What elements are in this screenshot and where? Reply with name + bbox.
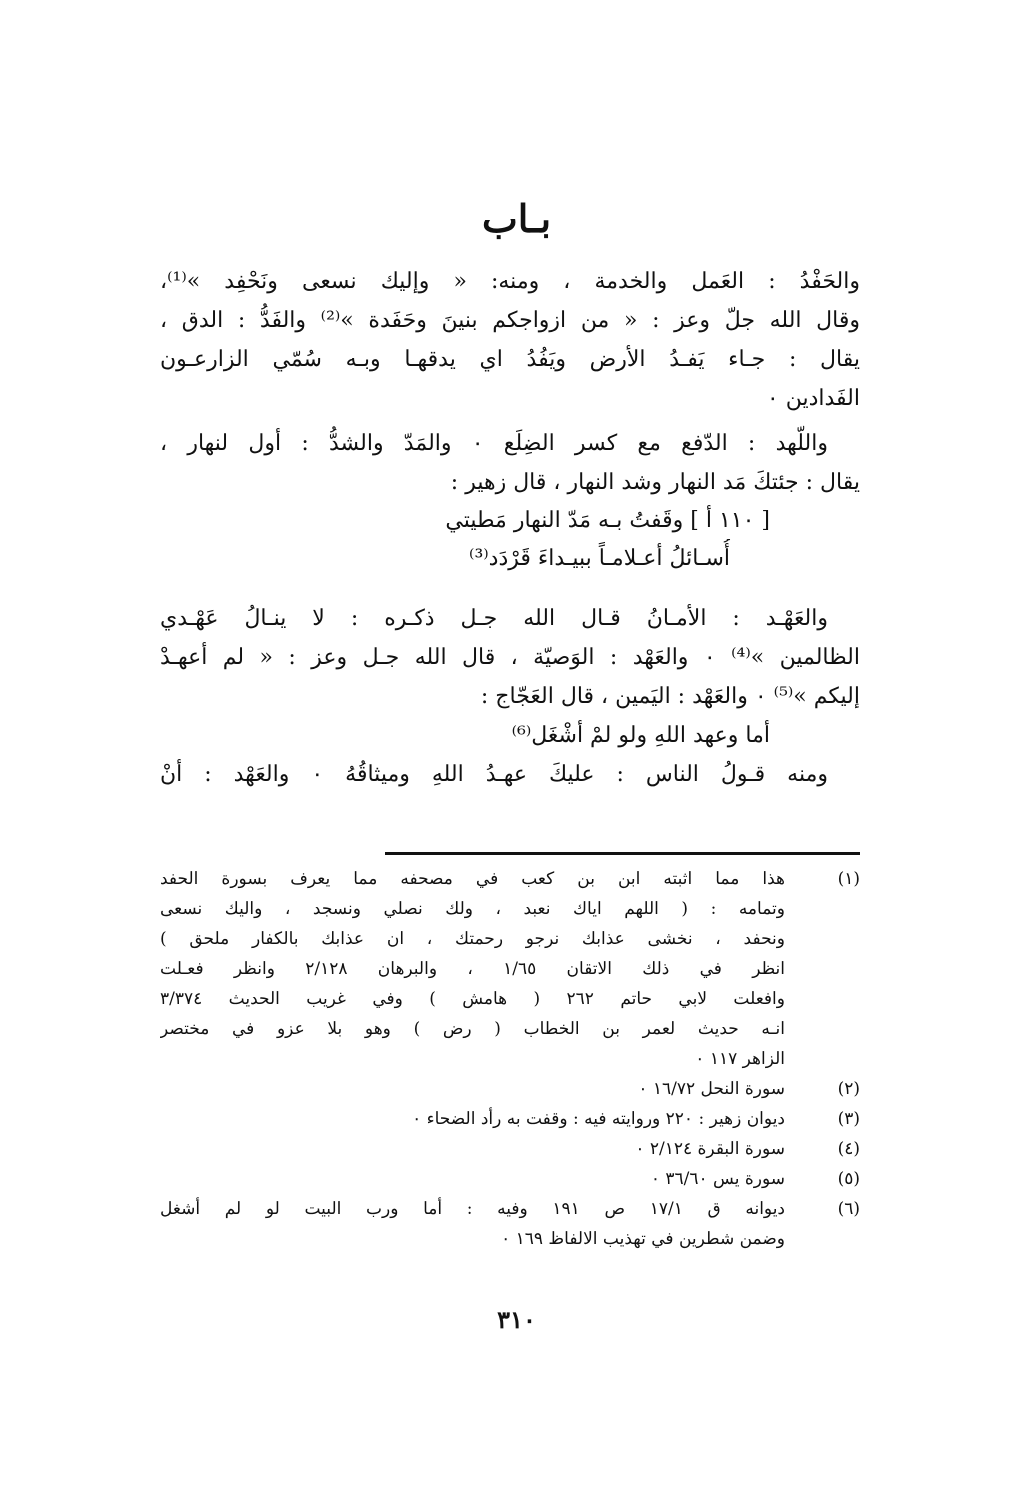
footnote-line: ونحفد ، نخشى عذابك نرجو رحمتك ، ان عذابك بالكفار ملحق ) bbox=[160, 929, 785, 949]
text-line: ومنه قـولُ الناس : عليكَ عهـدُ اللهِ وميثاقُهُ ٠ والعَهْد : أنْ bbox=[160, 762, 829, 787]
footnote-number: (٦) bbox=[837, 1199, 860, 1219]
footnote-body bbox=[160, 1194, 785, 1254]
footnote-number: (٣) bbox=[837, 1109, 860, 1129]
footnote bbox=[160, 1104, 860, 1134]
footnote bbox=[160, 1074, 860, 1104]
footnote-line: سورة النحل ١٦/٧٢ ٠ bbox=[638, 1079, 785, 1099]
footnote-body bbox=[160, 1134, 785, 1164]
footnote-body bbox=[160, 864, 785, 1074]
footnote-body bbox=[160, 1104, 785, 1134]
footnote-line: هذا مما اثبته ابن بن كعب في مصحفه مما يعرف بسورة الحفد bbox=[160, 869, 785, 889]
verse-line: أما وعهد اللهِ ولو لمْ أشْغَل⁽⁶⁾ bbox=[511, 723, 770, 748]
footnote-number: (١) bbox=[837, 869, 860, 889]
text-line: والحَفْدُ : العَمل والخدمة ، ومنه: « وإليك نسعى ونَحْفِد »⁽¹⁾، bbox=[160, 269, 860, 294]
footnote-line: سورة يس ٣٦/٦٠ ٠ bbox=[650, 1169, 785, 1189]
footnote bbox=[160, 1134, 860, 1164]
text-line: يقال : جئتكَ مَد النهار وشد النهار ، قال زهير : bbox=[450, 470, 860, 495]
section-heading: بـاب bbox=[481, 196, 552, 241]
footnote-line: وافعلت لابي حاتم ٢٦٢ ( هامش ) وفي غريب الحديث ٣/٣٧٤ bbox=[160, 989, 785, 1009]
footnote-body bbox=[160, 1074, 785, 1104]
verse-line: أُسـائلُ أعـلامـاً ببيـداءَ قَرْدَد⁽³⁾ bbox=[469, 546, 730, 571]
text-line: واللّهد : الدّفع مع كسر الضِلَع ٠ والمَدّ والشدُّ : أول لنهار ، bbox=[160, 431, 828, 456]
page-number: ٣١٠ bbox=[497, 1305, 536, 1334]
footnote-line: الزاهر ١١٧ ٠ bbox=[695, 1049, 785, 1069]
footnote-body bbox=[160, 1164, 785, 1194]
verse-line: [ ١١٠ أ ] وقَفتُ بـه مَدّ النهار مَطيتي bbox=[445, 508, 770, 533]
text-line: وقال الله جلّ وعز : « من ازواجكم بنينَ وحَفَدة »⁽²⁾ والفَدُّ : الدق ، bbox=[160, 308, 860, 333]
footnote-number: (٤) bbox=[837, 1139, 860, 1159]
text-line: إليكم »⁽⁵⁾ ٠ والعَهْد : اليَمين ، قال العَجّاج : bbox=[480, 684, 860, 709]
text-line: الفَدادين ٠ bbox=[766, 386, 860, 411]
footnote-number: (٢) bbox=[837, 1079, 860, 1099]
text-line: يقال : جـاء يَفـدُ الأرض ويَفُدُ اي يدقهـا وبـه سُمّي الزارعـون bbox=[160, 347, 860, 372]
footnote-number: (٥) bbox=[837, 1169, 860, 1189]
footnote-line: انـه حديث لعمر بن الخطاب ( رض ) وهو بلا عزو في مختصر bbox=[160, 1019, 785, 1039]
text-line: الظالمين »⁽⁴⁾ ٠ والعَهْد : الوَصيّة ، قال الله جـل وعز : « لم أعهـدْ bbox=[160, 645, 860, 670]
footnote bbox=[160, 1194, 860, 1254]
footnote-line: ديوان زهير : ٢٢٠ وروايته فيه : وقفت به رأد الضحاء ٠ bbox=[412, 1109, 785, 1129]
main-text bbox=[160, 262, 860, 794]
footnote bbox=[160, 1164, 860, 1194]
footnote-separator bbox=[385, 852, 860, 855]
footnote-line: وضمن شطرين في تهذيب الالفاظ ١٦٩ ٠ bbox=[501, 1229, 785, 1249]
footnote-line: انظر في ذلك الاتقان ١/٦٥ ، والبرهان ٢/١٢٨ وانظر فعـلت bbox=[160, 959, 785, 979]
footnote-line: وتمامه : ( اللهم اياك نعبد ، ولك نصلي ونسجد ، واليك نسعى bbox=[160, 899, 785, 919]
footnote-line: ديوانه ق ١٧/١ ص ١٩١ وفيه : أما ورب البيت لو لم أشغل bbox=[160, 1199, 785, 1219]
footnotes bbox=[160, 864, 860, 1254]
text-line: والعَهْـد : الأمـانُ قـال الله جـل ذكـره : لا ينـالُ عَهْـدي bbox=[160, 606, 828, 631]
footnote-line: سورة البقرة ٢/١٢٤ ٠ bbox=[635, 1139, 785, 1159]
footnote bbox=[160, 864, 860, 1074]
